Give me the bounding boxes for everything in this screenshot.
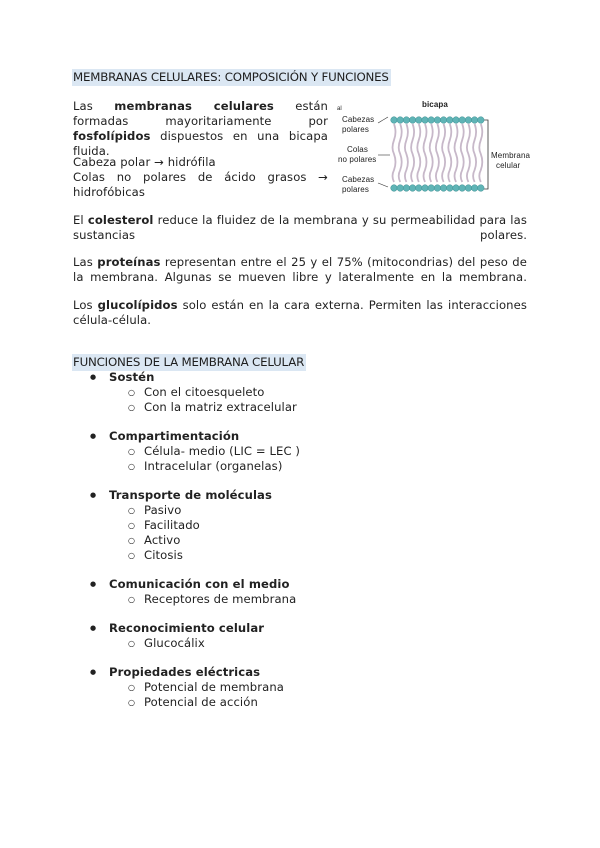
function-item: ● Compartimentación — [90, 429, 300, 444]
function-item: ● Transporte de moléculas — [90, 488, 300, 503]
label-pointer-heads-top — [378, 117, 388, 123]
tail-paragraph: Colas no polares de ácido grasos → hidrofóbicas — [73, 170, 328, 199]
phospholipid-tail — [461, 124, 464, 182]
function-subitem: ○ Facilitado — [90, 518, 300, 533]
phospholipid-head — [391, 185, 398, 192]
label-heads-top-2: polares — [342, 125, 369, 134]
phospholipid-head — [428, 185, 435, 192]
function-subitem: ○ Potencial de acción — [90, 695, 300, 710]
function-subitem: ○ Con el citoesqueleto — [90, 385, 300, 400]
phospholipid-head — [422, 185, 429, 192]
figure-stray-mark: al — [337, 106, 342, 112]
phospholipid-tail — [436, 124, 439, 182]
intro-paragraph: Las membranas celulares están formadas mayoritariamente por fosfolípidos dispuestos en una bicapa fluida. — [73, 99, 328, 158]
phospholipid-head — [471, 185, 478, 192]
label-membrane-1: Membrana — [491, 151, 531, 160]
function-item: ● Reconocimiento celular — [90, 621, 300, 636]
bilayer-tails — [393, 124, 483, 182]
phospholipid-tail — [411, 124, 414, 182]
phospholipid-head — [453, 185, 460, 192]
phospholipid-tail — [393, 124, 396, 182]
function-subitem: ○ Pasivo — [90, 503, 300, 518]
membrane-bracket — [484, 120, 488, 189]
phospholipid-tail — [442, 124, 445, 182]
phospholipid-tail — [399, 124, 402, 182]
function-subitem: ○ Glucocálix — [90, 636, 300, 651]
label-heads-bottom-2: polares — [342, 185, 369, 194]
label-pointer-heads-bottom — [378, 183, 388, 187]
phospholipid-tail — [417, 124, 420, 182]
phospholipid-head — [403, 185, 410, 192]
cholesterol-paragraph: El colesterol reduce la fluidez de la membrana y su permeabilidad para las sustancias polares. — [73, 213, 527, 242]
phospholipid-head — [391, 117, 398, 124]
phospholipid-tail — [430, 124, 433, 182]
phospholipid-head — [434, 185, 441, 192]
phospholipid-head — [471, 117, 478, 124]
phospholipid-head — [465, 185, 472, 192]
bilayer-figure — [336, 99, 542, 199]
figure-title: bicapa — [422, 100, 448, 109]
phospholipid-head — [409, 117, 416, 124]
label-heads-bottom-1: Cabezas — [342, 175, 375, 184]
function-item: ● Sostén — [90, 370, 300, 385]
phospholipid-tail — [467, 124, 470, 182]
function-subitem: ○ Célula- medio (LIC = LEC ) — [90, 444, 300, 459]
function-subitem: ○ Con la matriz extracelular — [90, 400, 300, 415]
phospholipid-head — [403, 117, 410, 124]
polar-head-line: Cabeza polar → hidrófila — [73, 155, 216, 169]
label-tails-1: Colas — [347, 145, 368, 154]
phospholipid-head — [428, 117, 435, 124]
phospholipid-head — [447, 117, 454, 124]
function-subitem: ○ Activo — [90, 533, 300, 548]
label-heads-top-1: Cabezas — [342, 115, 375, 124]
phospholipid-tail — [448, 124, 451, 182]
proteins-paragraph: Las proteínas representan entre el 25 y el 75% (mitocondrias) del peso de la membrana. Algunas se mueven libre y lateralmente en la membrana. — [73, 255, 527, 284]
phospholipid-tail — [405, 124, 408, 182]
function-subitem: ○ Potencial de membrana — [90, 680, 300, 695]
phospholipid-head — [422, 117, 429, 124]
label-membrane-2: celular — [496, 161, 521, 170]
phospholipid-head — [416, 117, 423, 124]
phospholipid-head — [447, 185, 454, 192]
phospholipid-tail — [424, 124, 427, 182]
phospholipid-head — [465, 117, 472, 124]
phospholipid-head — [453, 117, 460, 124]
function-item: ● Propiedades eléctricas — [90, 665, 300, 680]
phospholipid-head — [416, 185, 423, 192]
function-subitem: ○ Intracelular (organelas) — [90, 459, 300, 474]
phospholipid-head — [397, 117, 404, 124]
function-subitem: ○ Citosis — [90, 548, 300, 563]
label-tails-2: no polares — [338, 155, 377, 164]
section-title-functions: FUNCIONES DE LA MEMBRANA CELULAR — [73, 355, 305, 369]
function-item: ● Comunicación con el medio — [90, 577, 300, 592]
phospholipid-head — [440, 117, 447, 124]
phospholipid-head — [459, 185, 466, 192]
phospholipid-head — [440, 185, 447, 192]
phospholipid-tail — [479, 124, 482, 182]
section-title-composition: MEMBRANAS CELULARES: COMPOSICIÓN Y FUNCIONES — [73, 70, 389, 84]
function-subitem: ○ Receptores de membrana — [90, 592, 300, 607]
phospholipid-head — [459, 117, 466, 124]
phospholipid-head — [478, 117, 485, 124]
phospholipid-head — [434, 117, 441, 124]
phospholipid-tail — [455, 124, 458, 182]
phospholipid-head — [397, 185, 404, 192]
glycolipids-paragraph: Los glucolípidos solo están en la cara externa. Permiten las interacciones célula-célula. — [73, 298, 527, 327]
phospholipid-head — [478, 185, 485, 192]
phospholipid-head — [409, 185, 416, 192]
phospholipid-tail — [473, 124, 476, 182]
functions-list — [90, 370, 300, 710]
